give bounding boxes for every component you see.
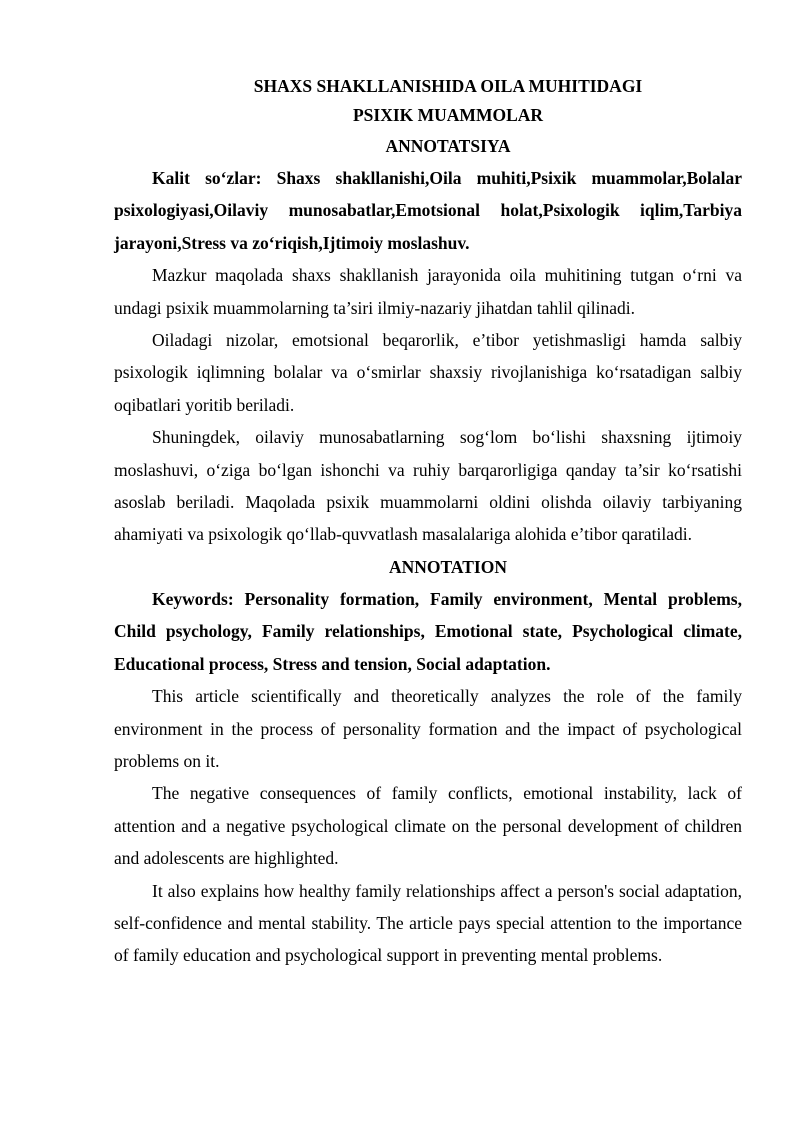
english-annotation-heading: ANNOTATION (389, 556, 507, 577)
document-title-line-2: PSIXIK MUAMMOLAR (352, 105, 544, 125)
document-title-line-1: SHAXS SHAKLLANISHIDA OILA MUHITIDAGI (253, 76, 643, 96)
english-paragraph-2: The negative consequences of family conflicts, emotional instability, lack of attention and a negative psychological climate on the personal development of children and adolescents are highlighted. (114, 783, 742, 869)
english-paragraph-3: It also explains how healthy family relationships affect a person's social adaptation, self-confidence and mental stability. The article pays special attention to the importance of family education and psychological support in preventing mental problems. (114, 880, 742, 966)
uzbek-paragraph-3: Shuningdek, oilaviy munosabatlarning sog‘lom bo‘lishi shaxsning ijtimoiy moslashuvi, o‘ziga bo‘lgan ishonchi va ruhiy barqarorligiga qanday ta’sir ko‘rsatishi asoslab beriladi. Maqolada psixik muammolarni oldini olishda oilaviy tarbiyaning ahamiyati va psixologik qo‘llab-quvvatlash masalalariga alohida e’tibor qaratiladi. (114, 427, 742, 545)
document-page (114, 72, 742, 972)
english-keywords: Keywords: Personality formation, Family environment, Mental problems, Child psychology, Family relationships, Emotional state, Psychological climate, Educational process, Stress and tension, Social adaptation. (114, 588, 742, 674)
uzbek-annotation-heading: ANNOTATSIYA (385, 136, 511, 156)
uzbek-paragraph-2: Oiladagi nizolar, emotsional beqarorlik, e’tibor yetishmasligi hamda salbiy psixologik iqlimning bolalar va o‘smirlar shaxsiy rivojlanishiga ko‘rsatadigan salbiy oqibatlari yoritib beriladi. (114, 330, 742, 415)
uzbek-keywords: Kalit so‘zlar: Shaxs shakllanishi,Oila muhiti,Psixik muammolar,Bolalar psixologiyasi,Oilaviy munosabatlar,Emotsional holat,Psixologik iqlim,Tarbiya jarayoni,Stress va zo‘riqish,Ijtimoiy moslashuv. (114, 168, 742, 253)
english-paragraph-1: This article scientifically and theoretically analyzes the role of the family environment in the process of personality formation and the impact of psychological problems on it. (114, 686, 742, 771)
uzbek-paragraph-1: Mazkur maqolada shaxs shakllanish jarayonida oila muhitining tutgan o‘rni va undagi psixik muammolarning ta’siri ilmiy-nazariy jihatdan tahlil qilinadi. (114, 265, 742, 318)
